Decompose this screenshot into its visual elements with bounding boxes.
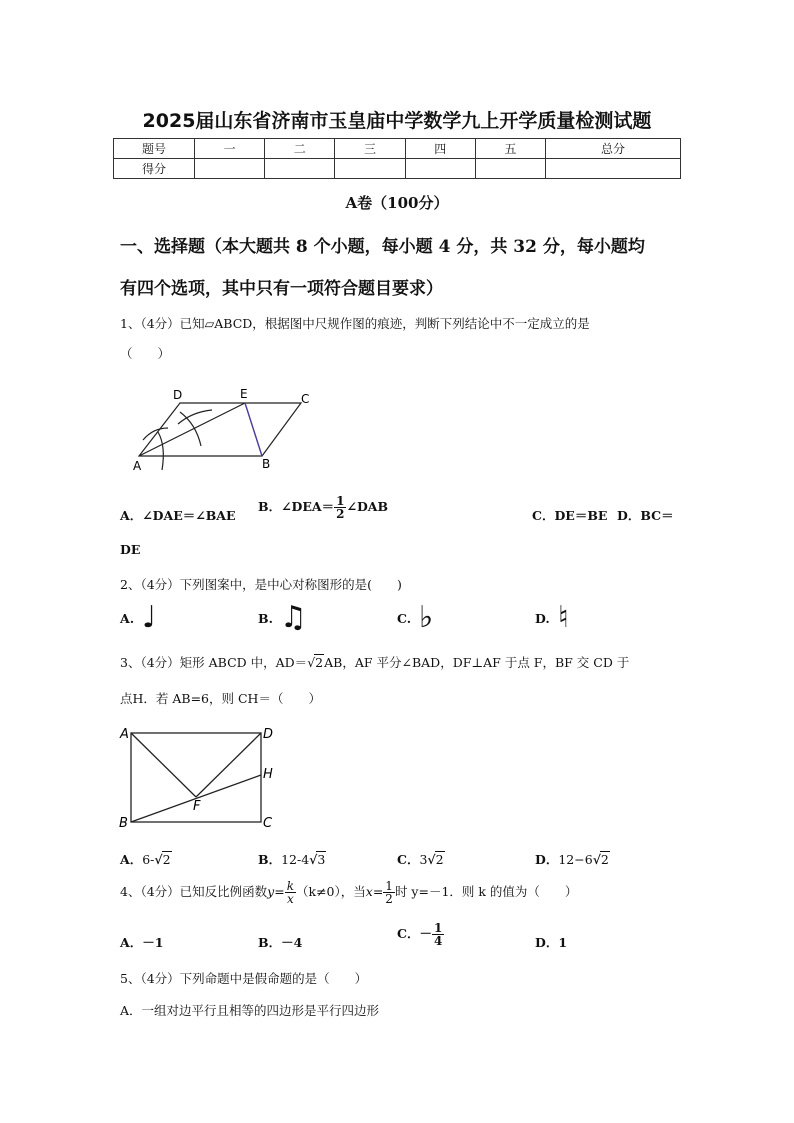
q1-option-d-continued: DE: [120, 542, 141, 557]
q2-option-c-label: C.: [397, 611, 412, 626]
section-heading-line2: 有四个选项，其中只有一项符合题目要求）: [120, 279, 443, 299]
fraction-denominator: 4: [433, 934, 443, 948]
score-cell: 四: [405, 139, 475, 159]
score-cell: 总分: [546, 139, 681, 159]
q1-option-a: A．∠DAE＝∠BAE: [120, 508, 236, 523]
q4-post: 时 y=－1．则 k 的值为（ ）: [394, 884, 578, 899]
q3-label-h: H: [263, 767, 273, 782]
q3-option-b-radicand: 3: [317, 852, 326, 867]
q3-label-a: A: [120, 727, 129, 742]
q3-line1-pre: 3、（4分）矩形 ABCD 中，AD＝: [120, 655, 308, 670]
q3-line1: 3、（4分）矩形 ABCD 中，AD＝√2AB，AF 平分∠BAD，DF⊥AF 于点 F，BF 交 CD 于: [120, 655, 630, 670]
q3-option-d-pre: 12−6: [558, 852, 593, 867]
q3-option-b: B．12-4√3: [258, 852, 326, 867]
q3-option-a: A．6-√2: [120, 852, 171, 867]
score-cell: 五: [475, 139, 545, 159]
q4-mid: （k≠0），当: [296, 884, 366, 899]
q1-label-e: E: [240, 387, 248, 401]
q2-option-d-label: D.: [535, 611, 550, 626]
q1-option-d: D．BC＝: [617, 508, 674, 523]
score-cell: 题号: [114, 139, 195, 159]
q3-option-b-label: B．: [258, 852, 282, 867]
q1-stem: 1、（4分）已知▱ABCD，根据图中尺规作图的痕迹，判断下列结论中不一定成立的是: [120, 316, 590, 331]
q1-label-d: D: [173, 388, 183, 402]
q2-stem: 2、（4分）下列图案中，是中心对称图形的是( ): [120, 577, 402, 592]
q3-option-c-label: C．: [397, 852, 420, 867]
q4-option-c-pre: C．－: [397, 926, 432, 941]
q3-line1-post: AB，AF 平分∠BAD，DF⊥AF 于点 F，BF 交 CD 于: [324, 655, 630, 670]
q4-stem: [120, 880, 577, 905]
q3-line2: 点H．若 AB=6，则 CH＝（ ）: [120, 691, 321, 706]
score-cell: 三: [335, 139, 405, 159]
q1-option-b-pre: B．∠DEA＝: [258, 499, 335, 514]
score-cell: 二: [265, 139, 335, 159]
q4-half: [383, 880, 395, 905]
q3-option-c-radicand: 2: [435, 852, 444, 867]
q4-option-c-fraction: [432, 922, 444, 947]
fraction-denominator: 2: [385, 892, 393, 906]
beamed-eighth-notes-icon: ♫: [280, 600, 307, 635]
q4-pre: 4、（4分）已知反比例函数: [120, 884, 268, 899]
natural-sign-icon: ♮: [558, 600, 569, 635]
q1-blank: （ ）: [120, 346, 171, 361]
q3-label-f: F: [193, 799, 201, 814]
q3-option-d: D．12−6√2: [535, 852, 609, 867]
q3-line1-radicand: 2: [315, 655, 324, 670]
q5-option-a: A．一组对边平行且相等的四边形是平行四边形: [120, 1003, 380, 1018]
q1-option-c: C．DE＝BE: [532, 508, 608, 523]
q5-stem: 5、（4分）下列命题中是假命题的是（ ）: [120, 971, 368, 986]
volume-heading: A卷（100分）: [345, 194, 449, 212]
flat-sign-icon: ♭: [419, 600, 434, 635]
fraction-denominator: x: [286, 892, 294, 906]
q4-option-a: A．－1: [120, 935, 164, 950]
q1-label-a: A: [133, 459, 142, 473]
q4-option-d: D．1: [535, 935, 568, 950]
q1-label-c: C: [301, 392, 310, 406]
q2-option-a-label: A.: [120, 611, 135, 626]
score-cell: 一: [195, 139, 265, 159]
q3-option-d-radicand: 2: [600, 852, 609, 867]
exam-title: 2025届山东省济南市玉皇庙中学数学九上开学质量检测试题: [142, 110, 652, 132]
q3-option-a-radicand: 2: [162, 852, 171, 867]
q4-y-eq: y=: [267, 884, 285, 899]
score-cell: 得分: [114, 159, 195, 179]
q3-label-b: B: [119, 816, 128, 831]
q3-option-a-label: A．: [120, 852, 143, 867]
fraction-numerator: 1: [385, 879, 393, 893]
q1-label-b: B: [262, 457, 271, 471]
q4-option-b: B．－4: [258, 935, 303, 950]
q1-option-b-post: ∠DAB: [346, 499, 389, 514]
q4-k-over-x: [285, 880, 296, 905]
q3-option-c-pre: 3: [419, 852, 428, 867]
q4-option-c: [397, 922, 444, 947]
q3-option-a-pre: 6-: [142, 852, 155, 867]
quarter-note-icon: ♩: [142, 600, 157, 635]
section-heading-line1: 一、选择题（本大题共 8 个小题，每小题 4 分，共 32 分，每小题均: [120, 237, 645, 257]
fraction-numerator: k: [286, 879, 294, 893]
q3-option-b-pre: 12-4: [281, 852, 310, 867]
q3-label-d: D: [263, 727, 274, 742]
q3-label-c: C: [263, 816, 273, 831]
fraction-numerator: 1: [433, 921, 443, 935]
q4-x-eq: x=: [365, 884, 384, 899]
q3-option-c: C．3√2: [397, 852, 444, 867]
q2-option-b-label: B.: [258, 611, 273, 626]
fraction-denominator: 2: [336, 507, 345, 521]
fraction-numerator: 1: [336, 494, 345, 508]
q3-option-d-label: D．: [535, 852, 559, 867]
